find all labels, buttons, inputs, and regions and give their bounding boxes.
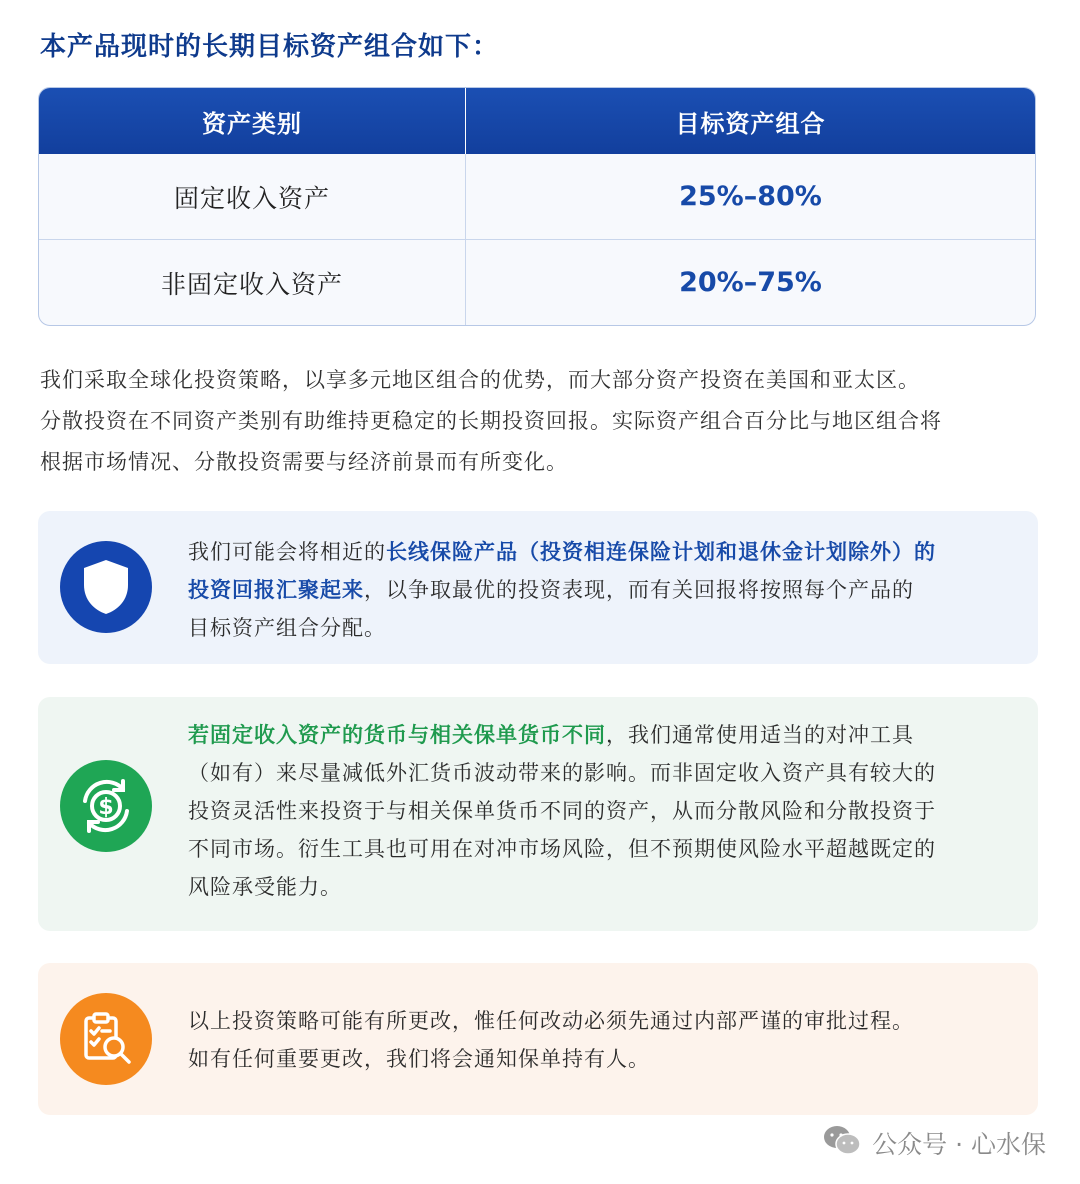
text-line: （如有）来尽量减低外汇货币波动带来的影响。而非固定收入资产具有较大的 xyxy=(188,761,936,785)
hedging-text xyxy=(188,716,1018,906)
table-row xyxy=(39,154,1035,240)
svg-text:$: $ xyxy=(98,795,114,820)
text-line: 如有任何重要更改，我们将会通知保单持有人。 xyxy=(188,1047,650,1071)
highlight-text: 投资回报汇聚起来 xyxy=(188,578,364,602)
changes-card xyxy=(38,963,1038,1115)
pooling-text xyxy=(188,533,1018,647)
watermark xyxy=(822,1124,1046,1162)
highlight-text: 若固定收入资产的货币与相关保单货币不同 xyxy=(188,723,606,747)
clipboard-search-icon xyxy=(60,993,152,1085)
watermark-text: 公众号 · 心水保 xyxy=(872,1130,1046,1159)
text-segment: ，以争取最优的投资表现，而有关回报将按照每个产品的 xyxy=(364,578,914,602)
shield-icon xyxy=(60,541,152,633)
cell-target: 25%–80% xyxy=(679,181,822,212)
cell-target: 20%–75% xyxy=(679,267,822,298)
text-segment: 我们可能会将相近的 xyxy=(188,540,386,564)
highlight-text: 长线保险产品（投资相连保险计划和退休金计划除外）的 xyxy=(386,540,936,564)
strategy-paragraph xyxy=(40,360,1040,483)
text-line: 目标资产组合分配。 xyxy=(188,616,386,640)
hedging-card xyxy=(38,697,1038,931)
text-segment: ，我们通常使用适当的对冲工具 xyxy=(606,723,914,747)
table-row xyxy=(39,240,1035,325)
pooling-card xyxy=(38,511,1038,664)
paragraph-line: 我们采取全球化投资策略，以享多元地区组合的优势，而大部分资产投资在美国和亚太区。 xyxy=(40,368,920,392)
currency-exchange-icon xyxy=(60,760,152,852)
cell-category: 固定收入资产 xyxy=(173,183,330,213)
asset-allocation-table xyxy=(38,87,1036,326)
header-asset-class: 资产类别 xyxy=(202,109,302,138)
text-line: 不同市场。衍生工具也可用在对冲市场风险，但不预期使风险水平超越既定的 xyxy=(188,837,936,861)
changes-text xyxy=(188,1002,1018,1078)
wechat-icon xyxy=(822,1124,862,1162)
table-header-row xyxy=(39,88,1035,154)
header-target-allocation: 目标资产组合 xyxy=(675,109,826,138)
text-line: 以上投资策略可能有所更改，惟任何改动必须先通过内部严谨的审批过程。 xyxy=(188,1009,914,1033)
page-title: 本产品现时的长期目标资产组合如下： xyxy=(40,32,500,62)
paragraph-line: 分散投资在不同资产类别有助维持更稳定的长期投资回报。实际资产组合百分比与地区组合将 xyxy=(40,409,942,433)
paragraph-line: 根据市场情况、分散投资需要与经济前景而有所变化。 xyxy=(40,450,568,474)
cell-category: 非固定收入资产 xyxy=(160,269,343,299)
text-line: 投资灵活性来投资于与相关保单货币不同的资产，从而分散风险和分散投资于 xyxy=(188,799,936,823)
text-line: 风险承受能力。 xyxy=(188,875,342,899)
